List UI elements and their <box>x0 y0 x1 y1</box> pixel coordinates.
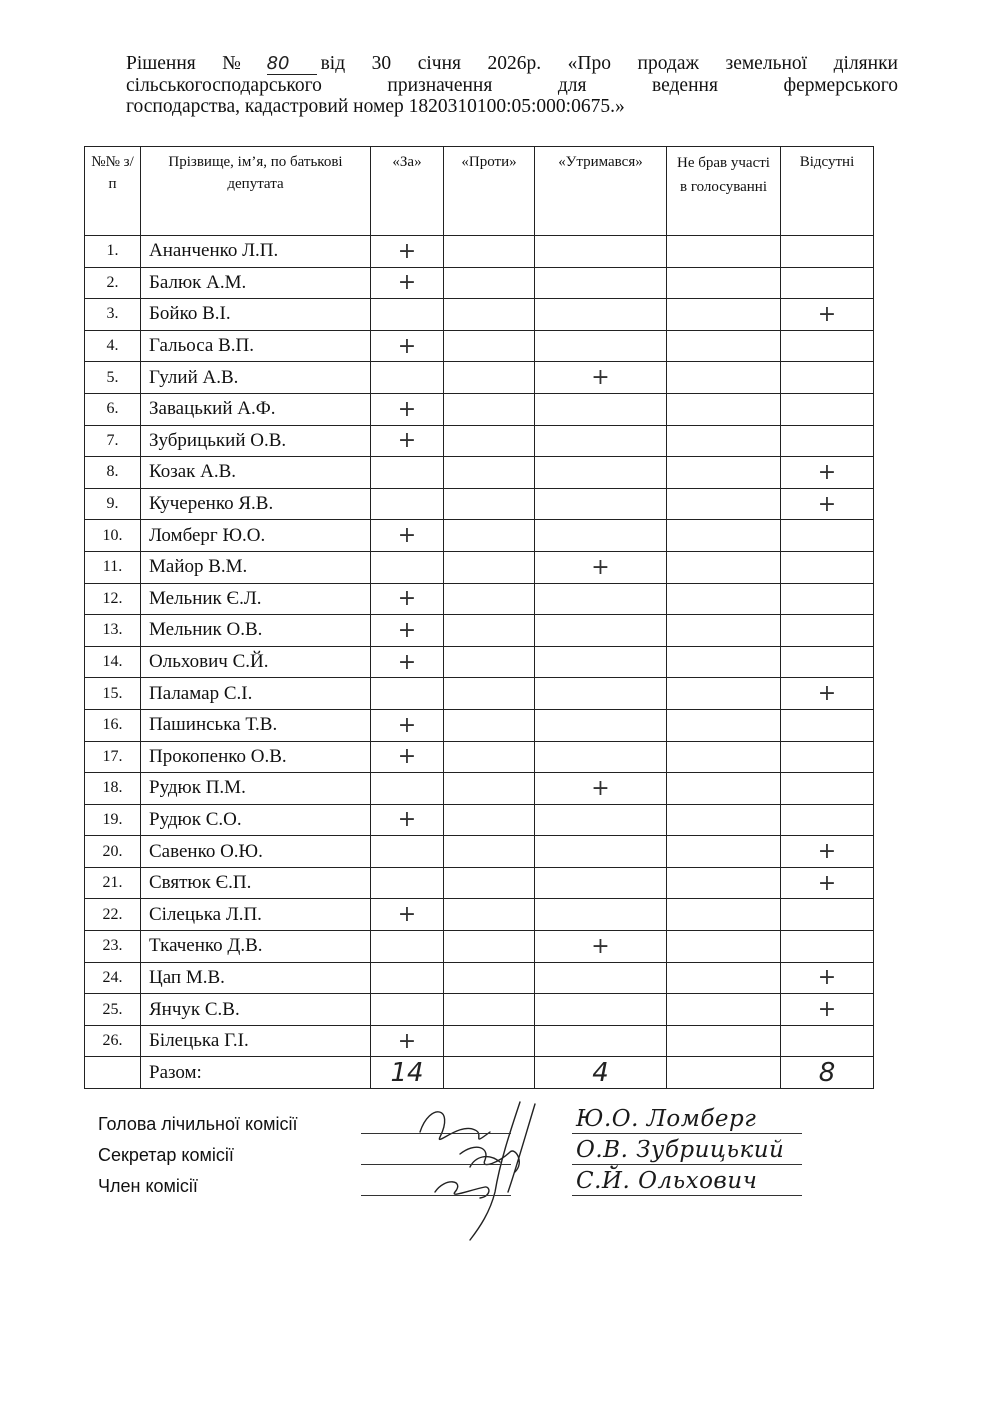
voting-table <box>84 146 874 1089</box>
decision-number-field <box>267 53 317 75</box>
vote-cell-not-participated <box>667 393 781 425</box>
vote-cell-absent <box>781 520 874 552</box>
vote-cell-absent <box>781 488 874 520</box>
vote-mark: + <box>817 965 837 991</box>
vote-mark: + <box>397 333 417 359</box>
vote-cell-not-participated <box>667 551 781 583</box>
vote-cell-abstained <box>535 615 667 647</box>
vote-cell-abstained <box>535 520 667 552</box>
vote-cell-for <box>371 646 444 678</box>
signature-line-member <box>361 1195 511 1196</box>
name-line-secretary <box>572 1164 802 1165</box>
vote-cell-not-participated <box>667 425 781 457</box>
row-number: 11. <box>85 551 141 583</box>
signature-row-secretary <box>98 1137 878 1176</box>
deputy-name: Сілецька Л.П. <box>141 899 371 931</box>
decision-number: 80 <box>266 53 290 74</box>
vote-mark: + <box>397 1028 417 1054</box>
vote-cell-absent <box>781 393 874 425</box>
vote-cell-abstained <box>535 1025 667 1057</box>
vote-cell-for <box>371 236 444 268</box>
row-number: 4. <box>85 330 141 362</box>
vote-cell-not-participated <box>667 994 781 1026</box>
vote-cell-not-participated <box>667 931 781 963</box>
deputy-name: Бойко В.І. <box>141 299 371 331</box>
total-label: Разом: <box>141 1057 371 1089</box>
vote-cell-absent <box>781 551 874 583</box>
table-row <box>85 646 874 678</box>
row-number: 23. <box>85 931 141 963</box>
vote-cell-for <box>371 583 444 615</box>
total-abstained: 4 <box>535 1057 667 1089</box>
header-not-participated: Не брав участі в голосуванні <box>667 147 781 236</box>
vote-cell-for <box>371 709 444 741</box>
total-number-cell <box>85 1057 141 1089</box>
vote-cell-for <box>371 615 444 647</box>
vote-cell-absent <box>781 362 874 394</box>
vote-cell-not-participated <box>667 299 781 331</box>
vote-cell-against <box>444 551 535 583</box>
table-row <box>85 330 874 362</box>
header-absent: Відсутні <box>781 147 874 236</box>
vote-cell-for <box>371 520 444 552</box>
vote-cell-for <box>371 425 444 457</box>
total-absent: 8 <box>781 1057 874 1089</box>
vote-cell-for <box>371 962 444 994</box>
vote-mark: + <box>817 870 837 896</box>
deputy-name: Зубрицький О.В. <box>141 425 371 457</box>
vote-cell-against <box>444 488 535 520</box>
vote-cell-absent <box>781 615 874 647</box>
header-for: «За» <box>371 147 444 236</box>
vote-cell-not-participated <box>667 867 781 899</box>
decision-title <box>126 53 898 117</box>
vote-cell-not-participated <box>667 488 781 520</box>
vote-cell-against <box>444 646 535 678</box>
deputy-name: Мельник О.В. <box>141 615 371 647</box>
vote-cell-against <box>444 804 535 836</box>
vote-cell-absent <box>781 836 874 868</box>
table-row <box>85 899 874 931</box>
vote-cell-for <box>371 551 444 583</box>
signature-line-secretary <box>361 1164 511 1165</box>
deputy-name: Святюк Є.П. <box>141 867 371 899</box>
vote-cell-abstained <box>535 425 667 457</box>
vote-cell-abstained <box>535 267 667 299</box>
vote-cell-absent <box>781 899 874 931</box>
vote-mark: + <box>817 459 837 485</box>
table-row <box>85 804 874 836</box>
vote-mark: + <box>591 775 610 801</box>
vote-cell-absent <box>781 931 874 963</box>
vote-cell-absent <box>781 330 874 362</box>
vote-cell-not-participated <box>667 773 781 805</box>
row-number: 7. <box>85 425 141 457</box>
table-row <box>85 457 874 489</box>
decision-label: Рішення № <box>126 53 263 74</box>
vote-cell-for <box>371 1025 444 1057</box>
vote-cell-abstained <box>535 741 667 773</box>
vote-cell-not-participated <box>667 804 781 836</box>
vote-cell-absent <box>781 457 874 489</box>
vote-mark: + <box>817 839 837 865</box>
vote-mark: + <box>591 554 610 580</box>
vote-cell-against <box>444 393 535 425</box>
title-line-3: господарства, кадастровий номер 1820310100:05:000:0675.» <box>126 96 625 117</box>
name-line-member <box>572 1195 802 1196</box>
vote-cell-abstained <box>535 867 667 899</box>
table-row <box>85 931 874 963</box>
deputy-name: Гулий А.В. <box>141 362 371 394</box>
vote-cell-not-participated <box>667 899 781 931</box>
vote-cell-abstained <box>535 994 667 1026</box>
deputy-name: Ольхович С.Й. <box>141 646 371 678</box>
vote-cell-against <box>444 362 535 394</box>
table-row <box>85 741 874 773</box>
vote-cell-not-participated <box>667 1025 781 1057</box>
vote-cell-abstained <box>535 931 667 963</box>
role-secretary: Секретар комісії <box>98 1145 234 1165</box>
vote-mark: + <box>817 491 837 517</box>
vote-cell-absent <box>781 741 874 773</box>
vote-cell-abstained <box>535 236 667 268</box>
deputy-name: Янчук С.В. <box>141 994 371 1026</box>
vote-cell-against <box>444 520 535 552</box>
row-number: 14. <box>85 646 141 678</box>
vote-cell-abstained <box>535 836 667 868</box>
vote-cell-not-participated <box>667 962 781 994</box>
vote-cell-not-participated <box>667 583 781 615</box>
deputy-name: Савенко О.Ю. <box>141 836 371 868</box>
table-header-row <box>85 147 874 236</box>
vote-mark: + <box>397 712 417 738</box>
table-row <box>85 551 874 583</box>
vote-cell-not-participated <box>667 646 781 678</box>
table-row <box>85 836 874 868</box>
vote-cell-absent <box>781 773 874 805</box>
table-row <box>85 393 874 425</box>
vote-mark: + <box>397 270 417 296</box>
vote-cell-not-participated <box>667 615 781 647</box>
row-number: 20. <box>85 836 141 868</box>
row-number: 12. <box>85 583 141 615</box>
vote-mark: + <box>591 365 610 391</box>
signature-name-chair: Ю.О. Ломберг <box>576 1106 757 1132</box>
vote-cell-for <box>371 804 444 836</box>
vote-cell-abstained <box>535 962 667 994</box>
voting-table-body <box>85 236 874 1057</box>
signature-name-member: С.Й. Ольхович <box>576 1168 758 1194</box>
row-number: 18. <box>85 773 141 805</box>
vote-cell-against <box>444 615 535 647</box>
vote-cell-not-participated <box>667 330 781 362</box>
vote-cell-for <box>371 457 444 489</box>
deputy-name: Прокопенко О.В. <box>141 741 371 773</box>
vote-cell-absent <box>781 236 874 268</box>
deputy-name: Рудюк С.О. <box>141 804 371 836</box>
table-row <box>85 299 874 331</box>
vote-mark: + <box>817 301 837 327</box>
vote-mark: + <box>397 744 417 770</box>
vote-cell-absent <box>781 962 874 994</box>
vote-cell-absent <box>781 994 874 1026</box>
vote-cell-not-participated <box>667 520 781 552</box>
deputy-name: Балюк А.М. <box>141 267 371 299</box>
vote-cell-absent <box>781 583 874 615</box>
vote-cell-against <box>444 899 535 931</box>
vote-mark: + <box>397 428 417 454</box>
vote-cell-absent <box>781 425 874 457</box>
vote-cell-absent <box>781 646 874 678</box>
signature-row-member <box>98 1168 878 1207</box>
row-number: 10. <box>85 520 141 552</box>
signature-line-chair <box>361 1133 511 1134</box>
table-row <box>85 236 874 268</box>
deputy-name: Гальоса В.П. <box>141 330 371 362</box>
vote-cell-against <box>444 267 535 299</box>
vote-cell-abstained <box>535 299 667 331</box>
vote-cell-abstained <box>535 709 667 741</box>
row-number: 9. <box>85 488 141 520</box>
table-row <box>85 773 874 805</box>
vote-cell-abstained <box>535 457 667 489</box>
table-row <box>85 488 874 520</box>
vote-cell-for <box>371 488 444 520</box>
vote-mark: + <box>397 586 417 612</box>
vote-cell-absent <box>781 709 874 741</box>
deputy-name: Мельник Є.Л. <box>141 583 371 615</box>
deputy-name: Цап М.В. <box>141 962 371 994</box>
header-name: Прізвище, ім’я, по батькові депутата <box>141 147 371 236</box>
vote-cell-for <box>371 899 444 931</box>
row-number: 8. <box>85 457 141 489</box>
row-number: 21. <box>85 867 141 899</box>
vote-cell-not-participated <box>667 457 781 489</box>
vote-cell-against <box>444 583 535 615</box>
deputy-name: Кучеренко Я.В. <box>141 488 371 520</box>
title-line-2: сільськогосподарського призначення для ведення фермерського <box>126 75 898 96</box>
deputy-name: Козак А.В. <box>141 457 371 489</box>
vote-mark: + <box>397 396 417 422</box>
deputy-name: Білецька Г.І. <box>141 1025 371 1057</box>
title-line-1 <box>126 53 898 75</box>
row-number: 6. <box>85 393 141 425</box>
deputy-name: Ломберг Ю.О. <box>141 520 371 552</box>
deputy-name: Ананченко Л.П. <box>141 236 371 268</box>
row-number: 13. <box>85 615 141 647</box>
vote-cell-not-participated <box>667 678 781 710</box>
row-number: 25. <box>85 994 141 1026</box>
vote-cell-against <box>444 1025 535 1057</box>
row-number: 17. <box>85 741 141 773</box>
vote-cell-against <box>444 330 535 362</box>
vote-cell-for <box>371 773 444 805</box>
vote-cell-against <box>444 931 535 963</box>
vote-cell-abstained <box>535 362 667 394</box>
vote-mark: + <box>397 238 417 264</box>
vote-cell-abstained <box>535 899 667 931</box>
table-row <box>85 615 874 647</box>
vote-mark: + <box>397 649 417 675</box>
vote-cell-for <box>371 931 444 963</box>
signature-name-secretary: О.В. Зубрицький <box>576 1137 785 1163</box>
header-against: «Проти» <box>444 147 535 236</box>
vote-mark: + <box>397 807 417 833</box>
table-row <box>85 678 874 710</box>
vote-cell-against <box>444 236 535 268</box>
vote-cell-abstained <box>535 393 667 425</box>
vote-cell-for <box>371 393 444 425</box>
vote-cell-against <box>444 867 535 899</box>
vote-cell-against <box>444 994 535 1026</box>
table-row <box>85 520 874 552</box>
vote-cell-absent <box>781 1025 874 1057</box>
vote-cell-for <box>371 299 444 331</box>
vote-cell-abstained <box>535 583 667 615</box>
vote-cell-for <box>371 867 444 899</box>
vote-mark: + <box>397 902 417 928</box>
deputy-name: Майор В.М. <box>141 551 371 583</box>
vote-mark: + <box>817 997 837 1023</box>
row-number: 5. <box>85 362 141 394</box>
vote-cell-not-participated <box>667 362 781 394</box>
row-number: 19. <box>85 804 141 836</box>
vote-cell-against <box>444 773 535 805</box>
row-number: 1. <box>85 236 141 268</box>
vote-cell-for <box>371 362 444 394</box>
vote-cell-against <box>444 741 535 773</box>
vote-cell-for <box>371 994 444 1026</box>
vote-cell-abstained <box>535 678 667 710</box>
vote-cell-abstained <box>535 551 667 583</box>
row-number: 15. <box>85 678 141 710</box>
vote-cell-absent <box>781 267 874 299</box>
vote-mark: + <box>397 617 417 643</box>
vote-cell-not-participated <box>667 709 781 741</box>
row-number: 2. <box>85 267 141 299</box>
vote-cell-abstained <box>535 646 667 678</box>
deputy-name: Паламар С.І. <box>141 678 371 710</box>
deputy-name: Рудюк П.М. <box>141 773 371 805</box>
row-number: 3. <box>85 299 141 331</box>
vote-cell-for <box>371 741 444 773</box>
vote-cell-against <box>444 962 535 994</box>
vote-cell-absent <box>781 804 874 836</box>
vote-mark: + <box>591 933 610 959</box>
header-abstained: «Утримався» <box>535 147 667 236</box>
table-row <box>85 425 874 457</box>
role-member: Член комісії <box>98 1176 198 1196</box>
name-line-chair <box>572 1133 802 1134</box>
table-row <box>85 267 874 299</box>
decision-date-and-subject: від 30 січня 2026р. «Про продаж земельної ділянки <box>320 53 898 74</box>
vote-mark: + <box>397 523 417 549</box>
table-row <box>85 962 874 994</box>
vote-cell-for <box>371 267 444 299</box>
deputy-name: Ткаченко Д.В. <box>141 931 371 963</box>
deputy-name: Завацький А.Ф. <box>141 393 371 425</box>
total-against <box>444 1057 535 1089</box>
vote-cell-for <box>371 836 444 868</box>
role-chair: Голова лічильної комісії <box>98 1114 298 1134</box>
vote-cell-against <box>444 678 535 710</box>
vote-mark: + <box>817 681 837 707</box>
table-row <box>85 1025 874 1057</box>
vote-cell-absent <box>781 678 874 710</box>
vote-cell-against <box>444 425 535 457</box>
vote-cell-not-participated <box>667 236 781 268</box>
vote-cell-not-participated <box>667 741 781 773</box>
vote-cell-absent <box>781 867 874 899</box>
vote-cell-for <box>371 678 444 710</box>
table-row <box>85 994 874 1026</box>
deputy-name: Пашинська Т.В. <box>141 709 371 741</box>
table-row <box>85 867 874 899</box>
vote-cell-abstained <box>535 804 667 836</box>
vote-cell-abstained <box>535 773 667 805</box>
total-not-participated <box>667 1057 781 1089</box>
row-number: 26. <box>85 1025 141 1057</box>
vote-cell-not-participated <box>667 836 781 868</box>
total-for: 14 <box>371 1057 444 1089</box>
table-row <box>85 709 874 741</box>
signatures-block <box>98 1106 878 1207</box>
row-number: 24. <box>85 962 141 994</box>
row-number: 16. <box>85 709 141 741</box>
row-number: 22. <box>85 899 141 931</box>
vote-cell-against <box>444 709 535 741</box>
vote-cell-not-participated <box>667 267 781 299</box>
vote-cell-against <box>444 836 535 868</box>
vote-cell-absent <box>781 299 874 331</box>
total-row <box>85 1057 874 1089</box>
header-number: №№ з/п <box>85 147 141 236</box>
vote-cell-abstained <box>535 330 667 362</box>
vote-cell-against <box>444 457 535 489</box>
vote-cell-abstained <box>535 488 667 520</box>
vote-cell-against <box>444 299 535 331</box>
table-row <box>85 362 874 394</box>
table-row <box>85 583 874 615</box>
vote-cell-for <box>371 330 444 362</box>
